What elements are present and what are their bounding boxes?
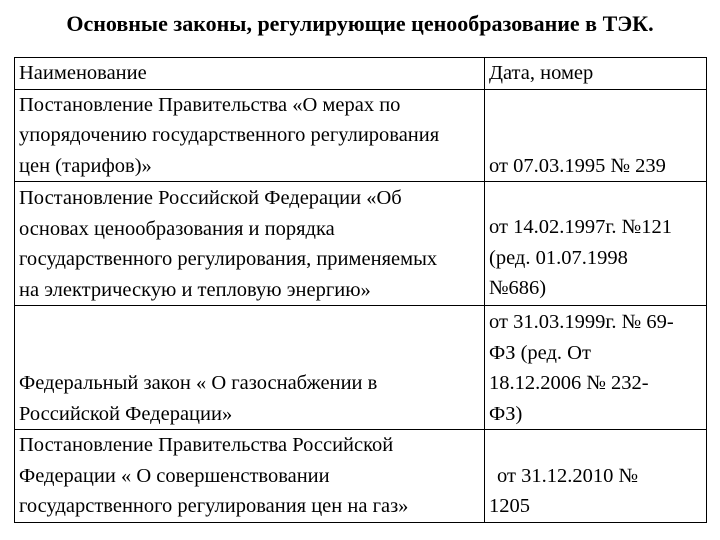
law-name-line: Российской Федерации» (19, 402, 233, 425)
law-date-cell (485, 430, 707, 523)
law-date-line: 18.12.2006 № 232- (489, 372, 649, 394)
law-name-cell (15, 306, 485, 430)
law-date-cell (485, 89, 707, 182)
law-name-line: Федерации « О совершенствовании (19, 464, 330, 487)
law-name-line: цен (тарифов)» (19, 154, 152, 177)
law-date-line: от 14.02.1997г. №121 (489, 216, 672, 238)
table-header-row (15, 58, 707, 90)
laws-table (14, 57, 707, 523)
header-date: Дата, номер (485, 58, 707, 90)
law-date-line: ФЗ (ред. От (489, 341, 591, 364)
law-name-cell (15, 182, 485, 306)
header-name: Наименование (15, 58, 485, 90)
law-date-line: от 07.03.1995 № 239 (489, 154, 666, 177)
law-name-line: Постановление Правительства «О мерах по (19, 93, 401, 116)
law-date-line: №686) (489, 277, 547, 299)
law-name-cell (15, 89, 485, 182)
page-title: Основные законы, регулирующие ценообразование в ТЭК. (66, 11, 654, 36)
law-name-line: государственного регулирования, применяемых (19, 248, 438, 270)
law-date-cell (485, 182, 707, 306)
table-row (15, 89, 707, 182)
table-row (15, 430, 707, 523)
law-date-line: 1205 (489, 495, 530, 517)
law-date-line: (ред. 01.07.1998 (489, 246, 628, 269)
law-name-line: Федеральный закон « О газоснабжении в (19, 372, 378, 394)
law-name-line: упорядочению государственного регулирования (19, 124, 440, 146)
law-name-line: Постановление Правительства Российской (19, 434, 394, 456)
law-date-line: от 31.03.1999г. № 69- (489, 311, 674, 333)
law-name-line: Постановление Российской Федерации «Об (19, 187, 402, 209)
law-date-cell (485, 306, 707, 430)
law-name-line: государственного регулирования цен на газ» (19, 495, 409, 517)
law-name-line: на электрическую и тепловую энергию» (19, 278, 371, 301)
law-name-cell (15, 430, 485, 523)
table-row (15, 306, 707, 430)
law-date-line: от 31.12.2010 № (497, 464, 638, 487)
law-name-line: основах ценообразования и порядка (19, 217, 335, 240)
table-row (15, 182, 707, 306)
law-date-line: ФЗ) (489, 402, 523, 425)
